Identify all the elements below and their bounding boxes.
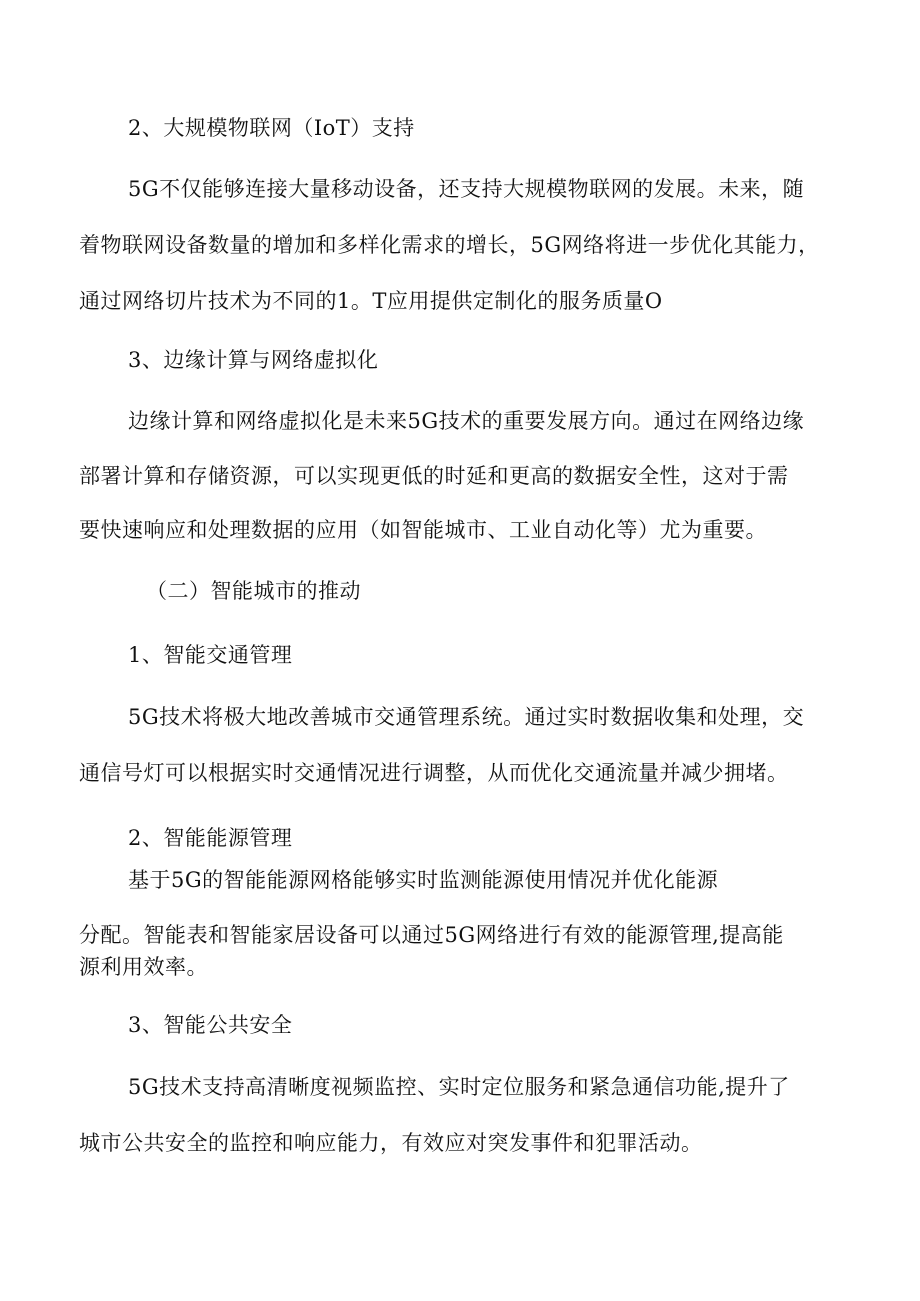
paragraph-line: 城市公共安全的监控和响应能力，有效应对突发事件和犯罪活动。 [79, 1131, 703, 1155]
section-heading-smart-traffic: 1、智能交通管理 [128, 643, 293, 667]
paragraph-line: 着物联网设备数量的增加和多样化需求的增长，5G网络将进一步优化其能力， [79, 233, 820, 257]
paragraph-line: 5G技术将极大地改善城市交通管理系统。通过实时数据收集和处理，交 [128, 705, 805, 729]
paragraph-line: 通过网络切片技术为不同的1。T应用提供定制化的服务质量O [79, 289, 663, 313]
paragraph-line: 边缘计算和网络虚拟化是未来5G技术的重要发展方向。通过在网络边缘 [128, 409, 805, 433]
paragraph-line: 5G不仅能够连接大量移动设备，还支持大规模物联网的发展。未来，随 [128, 177, 805, 201]
paragraph-line: 要快速响应和处理数据的应用（如智能城市、工业自动化等）尤为重要。 [79, 518, 767, 542]
section-heading-smart-energy: 2、智能能源管理 [128, 826, 293, 850]
paragraph-line: 通信号灯可以根据实时交通情况进行调整，从而优化交通流量并减少拥堵。 [79, 761, 789, 785]
paragraph-line: 源利用效率。 [79, 955, 208, 979]
paragraph-line: 部署计算和存储资源，可以实现更低的时延和更高的数据安全性，这对于需 [79, 464, 789, 488]
paragraph-line: 5G技术支持高清晰度视频监控、实时定位服务和紧急通信功能,提升了 [128, 1075, 790, 1099]
paragraph-line: 基于5G的智能能源网格能够实时监测能源使用情况并优化能源 [128, 868, 719, 892]
section-heading-iot: 2、大规模物联网（IoT）支持 [128, 116, 415, 140]
section-heading-smart-public-safety: 3、智能公共安全 [128, 1013, 293, 1037]
section-heading-smart-city: （二）智能城市的推动 [146, 579, 361, 603]
section-heading-edge-computing: 3、边缘计算与网络虚拟化 [128, 348, 379, 372]
paragraph-line: 分配。智能表和智能家居设备可以通过5G网络进行有效的能源管理,提高能 [79, 923, 784, 947]
